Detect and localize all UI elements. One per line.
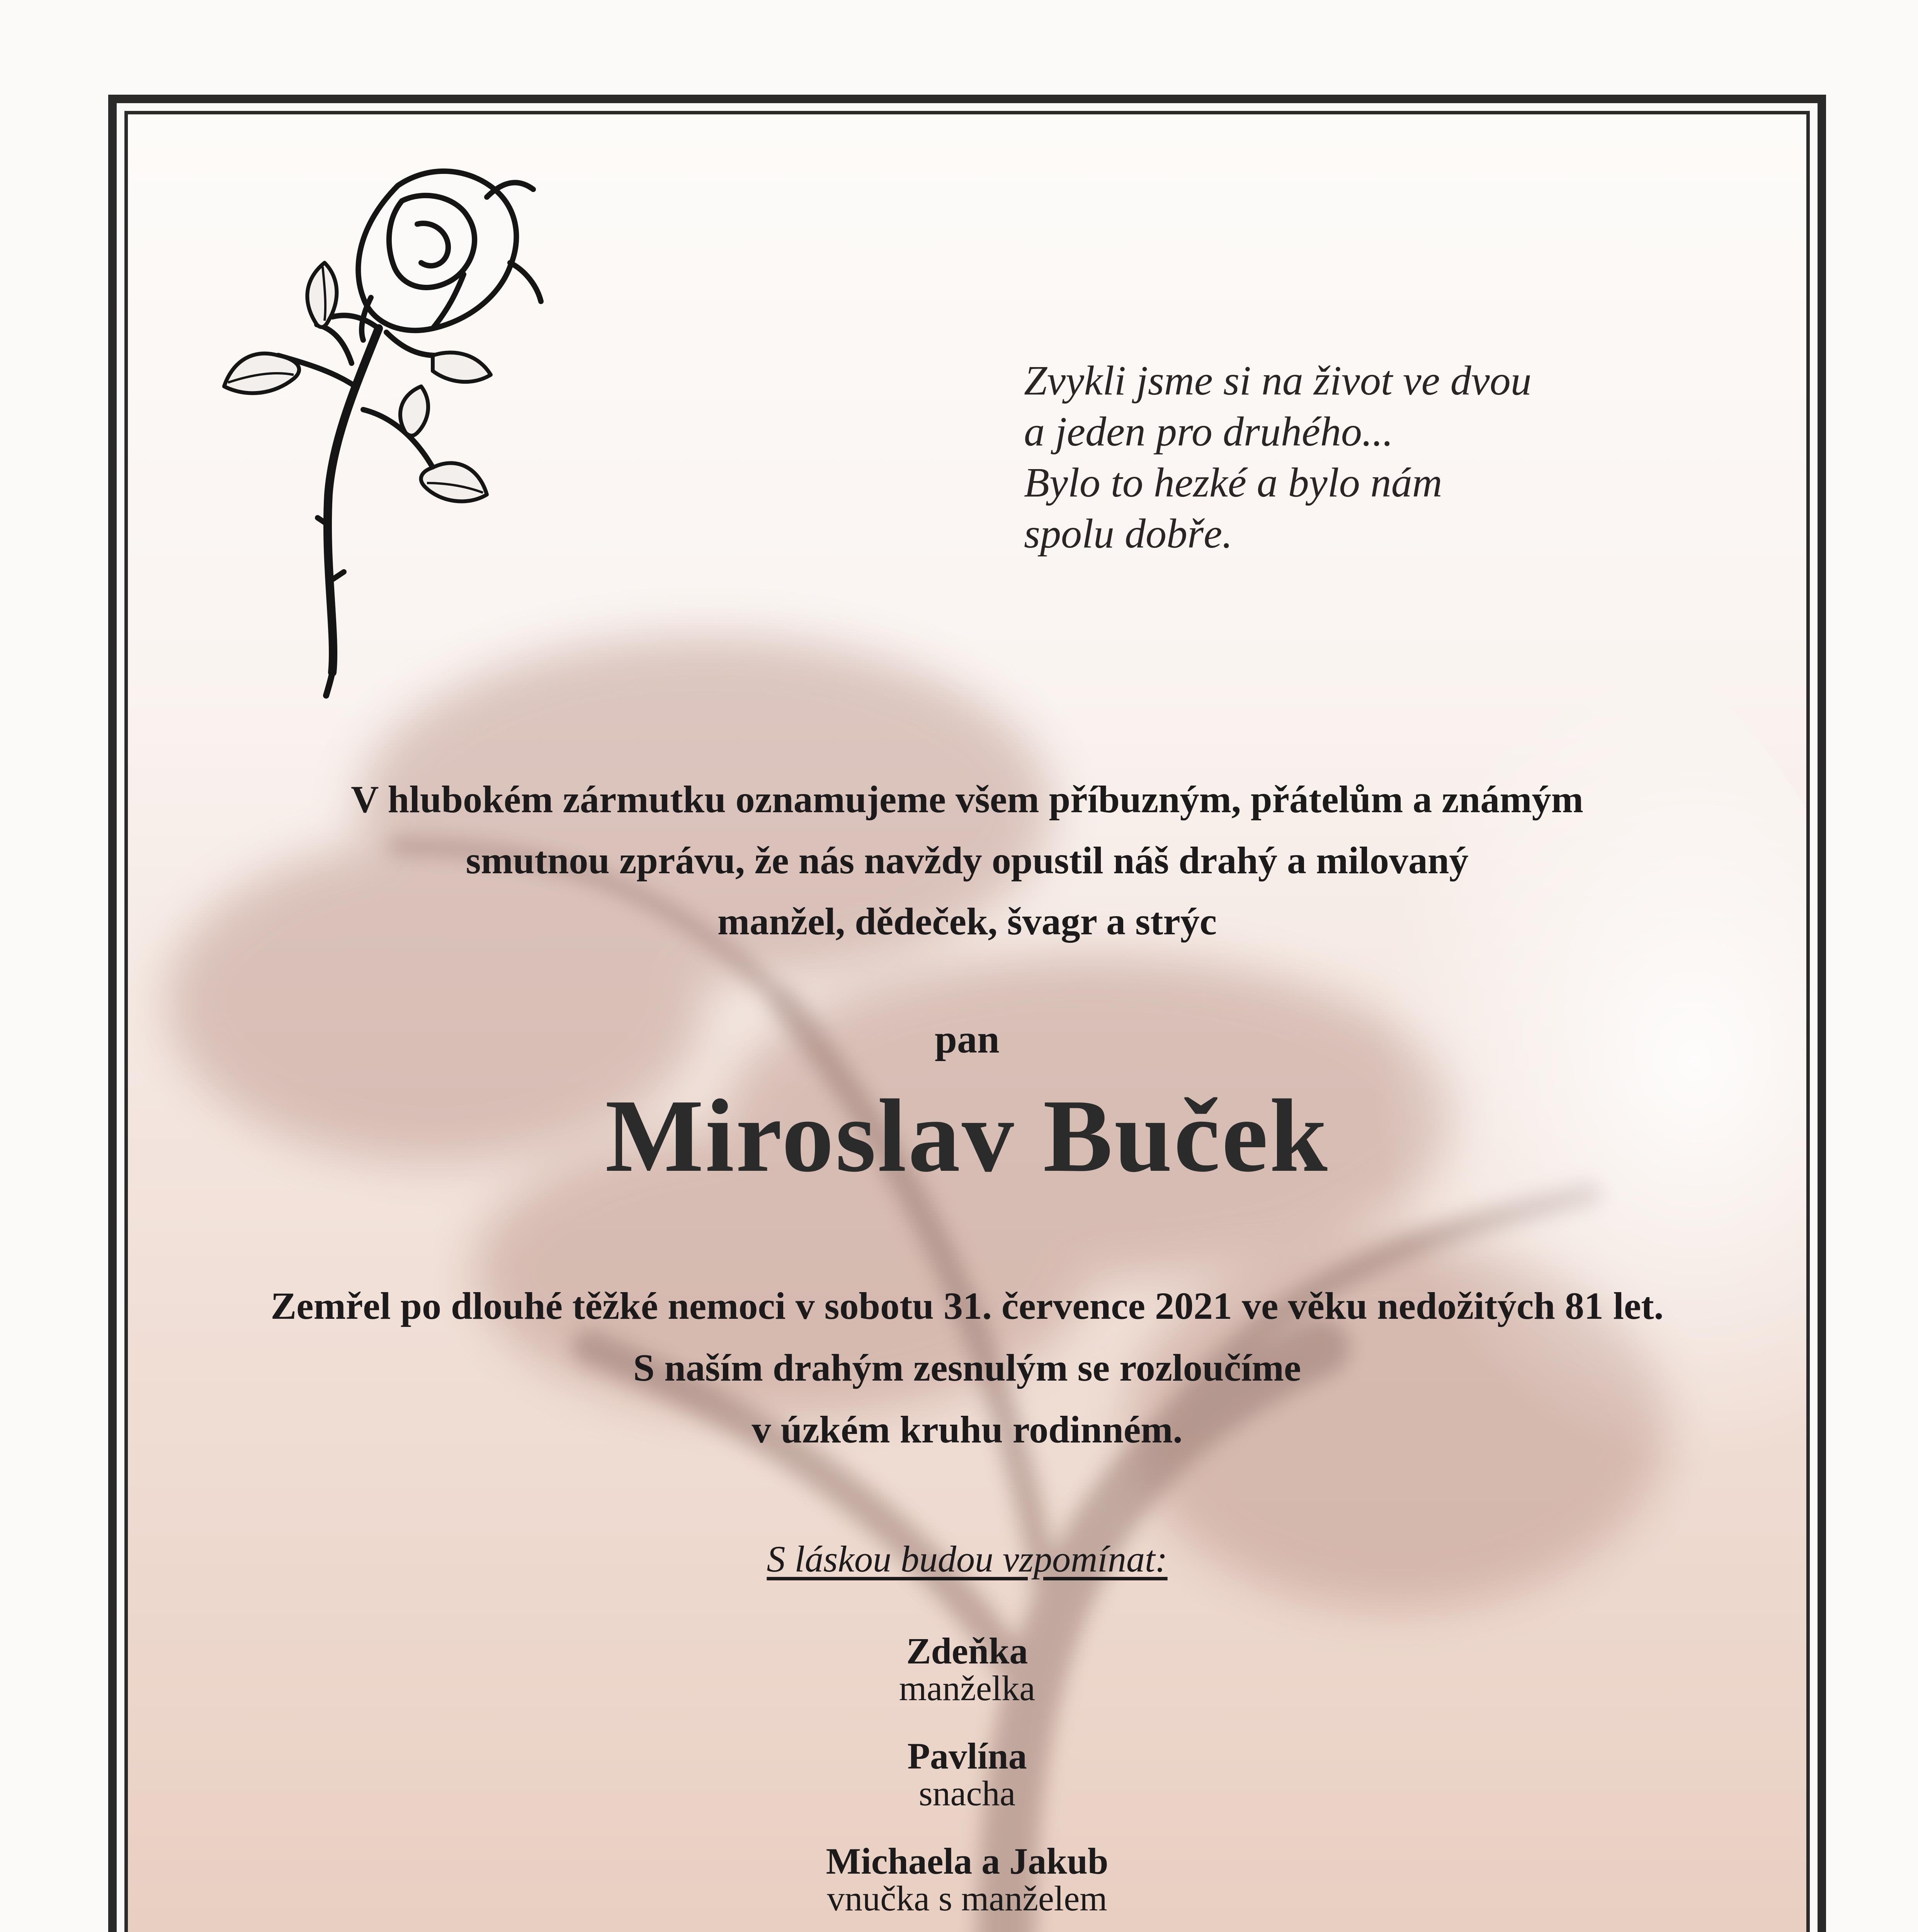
- mourners-list: [124, 1630, 1810, 1932]
- announcement-line: smutnou zprávu, že nás navždy opustil náš drahý a milovaný: [466, 839, 1469, 882]
- mourner-relation: manželka: [899, 1668, 1036, 1708]
- remember-heading: [124, 1536, 1810, 1582]
- mourner-name: Michaela a Jakub: [826, 1840, 1109, 1882]
- mourner-item: [124, 1630, 1810, 1738]
- death-notice: [124, 1275, 1810, 1461]
- remember-heading-text: S láskou budou vzpomínat:: [767, 1538, 1168, 1580]
- announcement-line: manžel, dědeček, švagr a strýc: [717, 900, 1217, 943]
- title-prefix: pan: [935, 1017, 1000, 1061]
- announcement-text: [124, 769, 1810, 952]
- deceased-name: Miroslav Buček: [605, 1078, 1329, 1194]
- mourner-item: [124, 1735, 1810, 1843]
- mourner-item: [124, 1840, 1810, 1932]
- death-notice-line: Zemřel po dlouhé těžké nemoci v sobotu 31. července 2021 ve věku nedožitých 81 let.: [270, 1284, 1664, 1327]
- poem-line: Zvykli jsme si na život ve dvou: [1024, 358, 1532, 404]
- mourner-relation: vnučka s manželem: [827, 1879, 1107, 1918]
- announcement-line: V hlubokém zármutku oznamujeme všem příbuzným, přátelům a známým: [351, 778, 1583, 821]
- poem-line: spolu dobře.: [1024, 511, 1233, 557]
- poem-line: Bylo to hezké a bylo nám: [1024, 460, 1442, 506]
- mourner-relation: snacha: [918, 1774, 1016, 1813]
- death-notice-line: v úzkém kruhu rodinném.: [752, 1408, 1183, 1451]
- mourner-name: Pavlína: [907, 1735, 1027, 1777]
- poem-line: a jeden pro druhého...: [1024, 409, 1393, 455]
- mourner-name: Zdeňka: [906, 1630, 1028, 1672]
- death-notice-line: S naším drahým zesnulým se rozloučíme: [633, 1346, 1301, 1389]
- poem-verse: [1024, 355, 1681, 560]
- rose-illustration: [216, 147, 587, 765]
